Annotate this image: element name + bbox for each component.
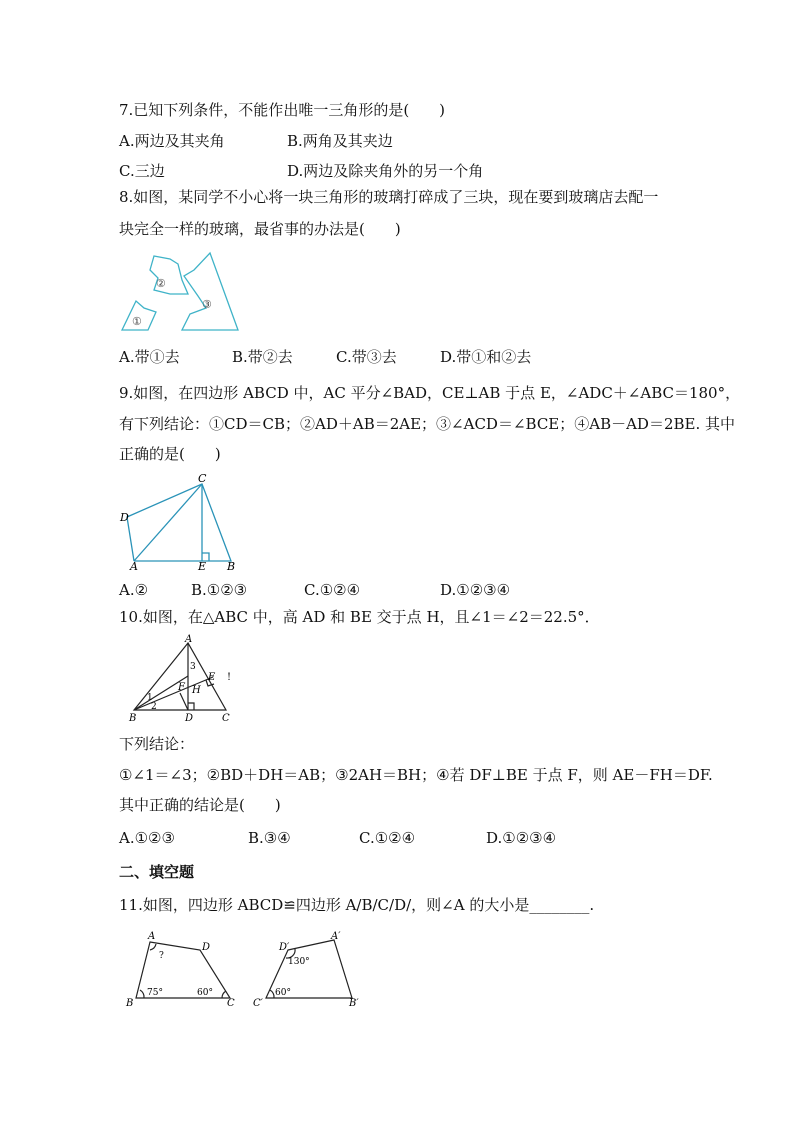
q10-label-e: E <box>208 672 216 683</box>
q9-label-d: D <box>120 511 129 524</box>
q11-left-label-d: D <box>202 942 211 953</box>
q10-label-h: H <box>192 685 201 696</box>
q10-label-b: B <box>129 713 137 723</box>
q9-label-c: C <box>198 472 207 485</box>
q11-left-label-c: C <box>227 998 235 1009</box>
section-title: 二、填空题 <box>119 863 195 881</box>
q11-left-angle-c: 60° <box>197 988 213 998</box>
q11-right-angle-c: 60° <box>275 988 291 998</box>
label-piece-3: ③ <box>202 298 212 311</box>
q9-option-a: A.② <box>119 581 149 599</box>
q10-option-c: C.①②④ <box>359 829 416 847</box>
q7-stem: 7.已知下列条件，不能作出唯一三角形的是( ) <box>119 101 446 119</box>
q9-stem-line2: 有下列结论：①CD＝CB；②AD＋AB＝2AE；③∠ACD＝∠BCE；④AB－AD＝2BE. 其中 <box>119 415 736 433</box>
q11-left-label-b: B <box>126 998 134 1009</box>
q8-broken-glass-figure <box>118 250 246 336</box>
q10-label-c: C <box>222 713 230 723</box>
q10-conclusions: ①∠1＝∠3；②BD＋DH＝AB；③2AH＝BH；④若 DF⊥BE 于点 F，则 AE－FH＝DF. <box>119 766 713 784</box>
q10-option-b: B.③④ <box>248 829 291 847</box>
q7-option-c: C.三边 <box>119 162 165 180</box>
left-angle-c-arc <box>222 991 226 998</box>
q11-right-label-c: C′ <box>253 998 263 1009</box>
q10-label-a: A <box>185 634 193 645</box>
q7-option-d: D.两边及除夹角外的另一个角 <box>287 162 484 180</box>
left-angle-b-arc <box>140 990 144 998</box>
q10-angle-1: 1 <box>147 693 153 703</box>
q9-quadrilateral-figure <box>115 471 245 571</box>
right-angle-c-arc <box>270 990 274 998</box>
q10-angle-2: 2 <box>151 702 157 712</box>
q8-stem-line2: 块完全一样的玻璃，最省事的办法是( ) <box>119 220 401 238</box>
q9-stem-line3: 正确的是( ) <box>119 445 221 463</box>
label-piece-1: ① <box>132 315 142 328</box>
q10-stem: 10.如图，在△ABC 中，高 AD 和 BE 交于点 H，且∠1＝∠2＝22.5°． <box>119 608 600 626</box>
q8-stem-line1: 8.如图，某同学不小心将一块三角形的玻璃打碎成了三块，现在要到玻璃店去配一 <box>119 188 659 206</box>
q9-label-e: E <box>198 560 207 571</box>
q9-option-b: B.①②③ <box>191 581 248 599</box>
q8-option-d: D.带①和②去 <box>440 348 532 366</box>
q11-left-unknown: ? <box>159 951 164 961</box>
q10-conclusion-intro: 下列结论： <box>119 735 195 753</box>
q10-mark: ! <box>227 672 232 683</box>
q10-triangle-figure <box>126 633 246 723</box>
q8-option-c: C.带③去 <box>336 348 397 366</box>
q9-stem-line1: 9.如图，在四边形 ABCD 中，AC 平分∠BAD，CE⊥AB 于点 E，∠ADC＋∠ABC＝180°， <box>119 384 741 402</box>
q10-angle-3: 3 <box>190 662 196 672</box>
q11-stem: 11.如图，四边形 ABCD≌四边形 A/B/C/D/，则∠A 的大小是________. <box>119 896 595 914</box>
q10-option-a: A.①②③ <box>119 829 175 847</box>
left-angle-a-arc <box>150 944 156 950</box>
q11-right-label-d: D′ <box>279 942 290 953</box>
q9-option-d: D.①②③④ <box>440 581 511 599</box>
q10-option-d: D.①②③④ <box>486 829 557 847</box>
q10-label-f: F <box>178 682 185 693</box>
q11-right-label-b: B′ <box>349 998 359 1009</box>
label-piece-2: ② <box>156 277 166 290</box>
glass-piece-3 <box>182 253 238 330</box>
q9-label-b: B <box>227 560 236 571</box>
q10-ask: 其中正确的结论是( ) <box>119 796 281 814</box>
q8-option-a: A.带①去 <box>119 348 180 366</box>
q11-left-label-a: A <box>148 931 156 942</box>
q11-left-angle-b: 75° <box>147 988 163 998</box>
q11-right-angle-d: 130° <box>288 957 310 967</box>
q9-option-c: C.①②④ <box>304 581 361 599</box>
q10-label-d: D <box>185 713 194 723</box>
q9-label-a: A <box>130 560 138 571</box>
q7-option-b: B.两角及其夹边 <box>287 132 393 150</box>
q7-option-a: A.两边及其夹角 <box>119 132 225 150</box>
q11-right-label-a: A′ <box>331 931 341 942</box>
q11-quadrilaterals-figure <box>120 928 370 1010</box>
q8-option-b: B.带②去 <box>232 348 293 366</box>
